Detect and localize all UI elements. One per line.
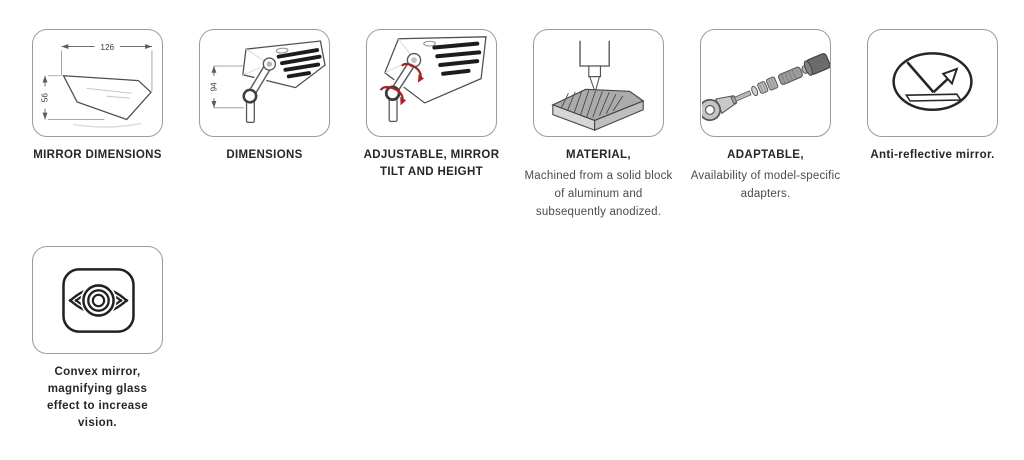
convex-illustration <box>32 246 163 354</box>
features-grid-row-1 <box>14 29 1016 221</box>
convex-eye-icon <box>34 248 162 353</box>
stem-height-label: 94 <box>208 81 218 91</box>
material-illustration <box>533 29 664 137</box>
feature-card-material <box>515 29 682 221</box>
feature-description: Availability of model-specific adapters. <box>690 170 841 200</box>
feature-card-adjustable <box>348 29 515 221</box>
mirror-dimensions-icon <box>34 31 162 136</box>
feature-title: MATERIAL, <box>566 149 631 161</box>
width-dimension-label: 126 <box>99 42 114 52</box>
mirror-dimensions-illustration <box>32 29 163 137</box>
feature-card-dimensions <box>181 29 348 221</box>
feature-title: ADJUSTABLE, MIRROR TILT AND HEIGHT <box>363 149 500 178</box>
cnc-milling-icon <box>535 31 663 136</box>
feature-card-convex <box>14 246 181 432</box>
features-grid-row-2 <box>14 246 181 432</box>
feature-title: ADAPTABLE, <box>727 149 804 161</box>
adaptable-illustration <box>700 29 831 137</box>
dimensions-illustration <box>199 29 330 137</box>
feature-description: Machined from a solid block of aluminum and subsequently anodized. <box>524 170 673 218</box>
adjustable-tilt-icon <box>368 31 496 136</box>
anti-reflective-illustration <box>867 29 998 137</box>
feature-title: MIRROR DIMENSIONS <box>33 149 162 161</box>
feature-title: Anti-reflective mirror. <box>870 149 995 161</box>
height-dimension-label: 56 <box>39 92 49 102</box>
exploded-adapters-icon <box>702 31 830 136</box>
mirror-height-dimension-icon <box>201 31 329 136</box>
feature-title: Convex mirror, magnifying glass effect to increase vision. <box>47 366 148 429</box>
adjustable-illustration <box>366 29 497 137</box>
feature-card-adaptable <box>682 29 849 221</box>
feature-card-anti-reflective <box>849 29 1016 221</box>
feature-card-mirror-dimensions <box>14 29 181 221</box>
anti-reflective-icon <box>869 31 997 136</box>
feature-title: DIMENSIONS <box>226 149 303 161</box>
